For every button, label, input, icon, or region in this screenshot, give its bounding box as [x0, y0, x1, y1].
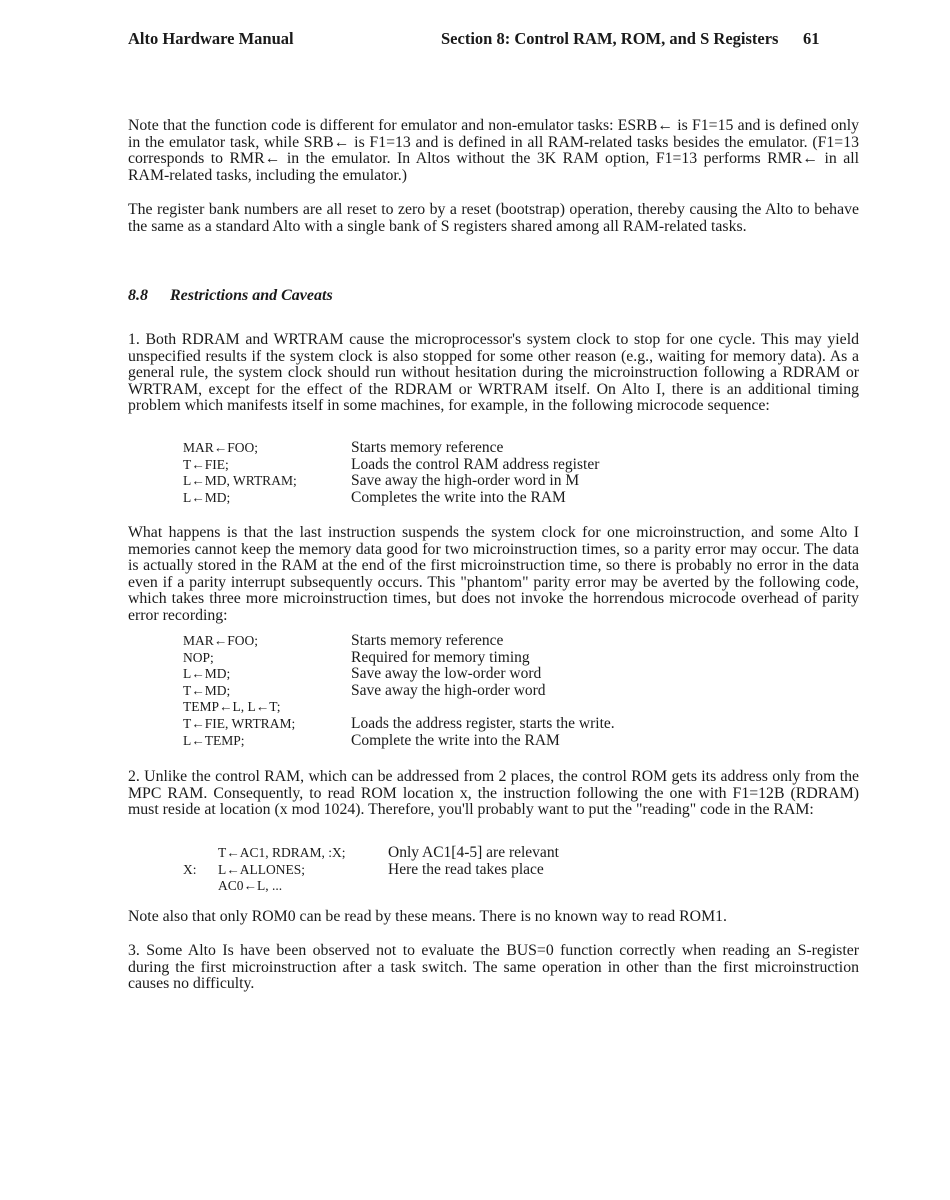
code-text: T←FIE, WRTRAM;: [183, 715, 296, 731]
code-text: AC0←L, ...: [218, 878, 283, 894]
section-number: 8.8: [128, 287, 148, 304]
code-comment: Only AC1[4-5] are relevant: [388, 844, 559, 861]
paragraph-restriction-2: 2. Unlike the control RAM, which can be addressed from 2 places, the control ROM gets its address only from the MPC RAM. Consequently, to read ROM location x, the instruction following the one with F1=12B (RDRAM) must reside at location (x mod 1024). Therefore, you'll probably want to put the "reading" code in the RAM:: [128, 768, 859, 819]
paragraph-function-code: Note that the function code is different for emulator and non-emulator tasks: ESRB← is F1=15 and is defined only in the emulator task, while SRB← is F1=13 and is defined in all RAM-related tasks besides the emulator. (F1=13 corresponds to RMR← in the emulator. In Altos without the 3K RAM option, F1=13 performs RMR← in all RAM-related tasks, including the emulator.): [128, 117, 859, 184]
paragraph-phantom-parity: What happens is that the last instruction suspends the system clock for one microinstruction, and some Alto I memories cannot keep the memory data good for two microinstruction times, so a parity error may occur. The data is actually stored in the RAM at the end of the first microinstruction time, so there is probably no error in the data even if a parity interrupt subsequently occurs. This "phantom" parity error may be averted by the following code, which takes three more microinstruction times, but does not invoke the horrendous microcode overhead of parity error recording:: [128, 524, 859, 624]
code-comment: Save away the low-order word: [351, 665, 542, 683]
code-text: TEMP←L, L←T;: [183, 699, 281, 715]
code-comment: Completes the write into the RAM: [351, 488, 566, 506]
code-comment: Loads the control RAM address register: [351, 455, 600, 473]
code-comment: Complete the write into the RAM: [351, 731, 560, 749]
code-comment: Starts memory reference: [351, 632, 504, 649]
code-text: MAR←FOO;: [183, 440, 259, 455]
code-text: T←FIE;: [183, 456, 229, 472]
section-heading: [128, 287, 333, 305]
code-comment: Here the read takes place: [388, 860, 544, 878]
paragraph-restriction-3: 3. Some Alto Is have been observed not to evaluate the BUS=0 function correctly when reading an S-register during the first microinstruction after a task switch. The same operation in other than the first microinstruction causes no difficulty.: [128, 942, 859, 993]
code-text: L←MD;: [183, 489, 231, 505]
code-text: L←ALLONES;: [218, 861, 305, 877]
code-text: T←AC1, RDRAM, :X;: [218, 845, 346, 860]
code-text: MAR←FOO;: [183, 633, 259, 648]
running-header-section: Section 8: Control RAM, ROM, and S Registers: [441, 29, 779, 48]
section-title: Restrictions and Caveats: [170, 287, 333, 304]
code-text: T←MD;: [183, 682, 231, 698]
code-text: L←MD, WRTRAM;: [183, 473, 297, 489]
code-text: NOP;: [183, 649, 214, 665]
paragraph-register-bank: The register bank numbers are all reset to zero by a reset (bootstrap) operation, thereby causing the Alto to behave the same as a standard Alto with a single bank of S registers shared among all RAM-related tasks.: [128, 201, 859, 235]
page-number: 61: [803, 29, 820, 48]
code-text: L←TEMP;: [183, 732, 245, 748]
running-header-title: Alto Hardware Manual: [128, 29, 294, 48]
code-comment: Save away the high-order word: [351, 681, 546, 699]
paragraph-rom-note: Note also that only ROM0 can be read by these means. There is no known way to read ROM1.: [128, 908, 727, 925]
code-text: L←MD;: [183, 666, 231, 682]
code-comment: Loads the address register, starts the write.: [351, 714, 615, 732]
code-comment: Save away the high-order word in M: [351, 472, 580, 490]
code-comment: Required for memory timing: [351, 648, 530, 666]
code-label: X:: [183, 861, 197, 877]
paragraph-restriction-1: 1. Both RDRAM and WRTRAM cause the microprocessor's system clock to stop for one cycle. This may yield unspecified results if the system clock is also stopped for some other reason (e.g., waiting for memory data). As a general rule, the system clock should run without hesitation during the microinstruction following a RDRAM or WRTRAM, except for the effect of the RDRAM or WRTRAM itself. On Alto I, there is an additional timing problem which manifests itself in some machines, for example, in the following microcode sequence:: [128, 331, 859, 415]
code-comment: Starts memory reference: [351, 439, 504, 456]
